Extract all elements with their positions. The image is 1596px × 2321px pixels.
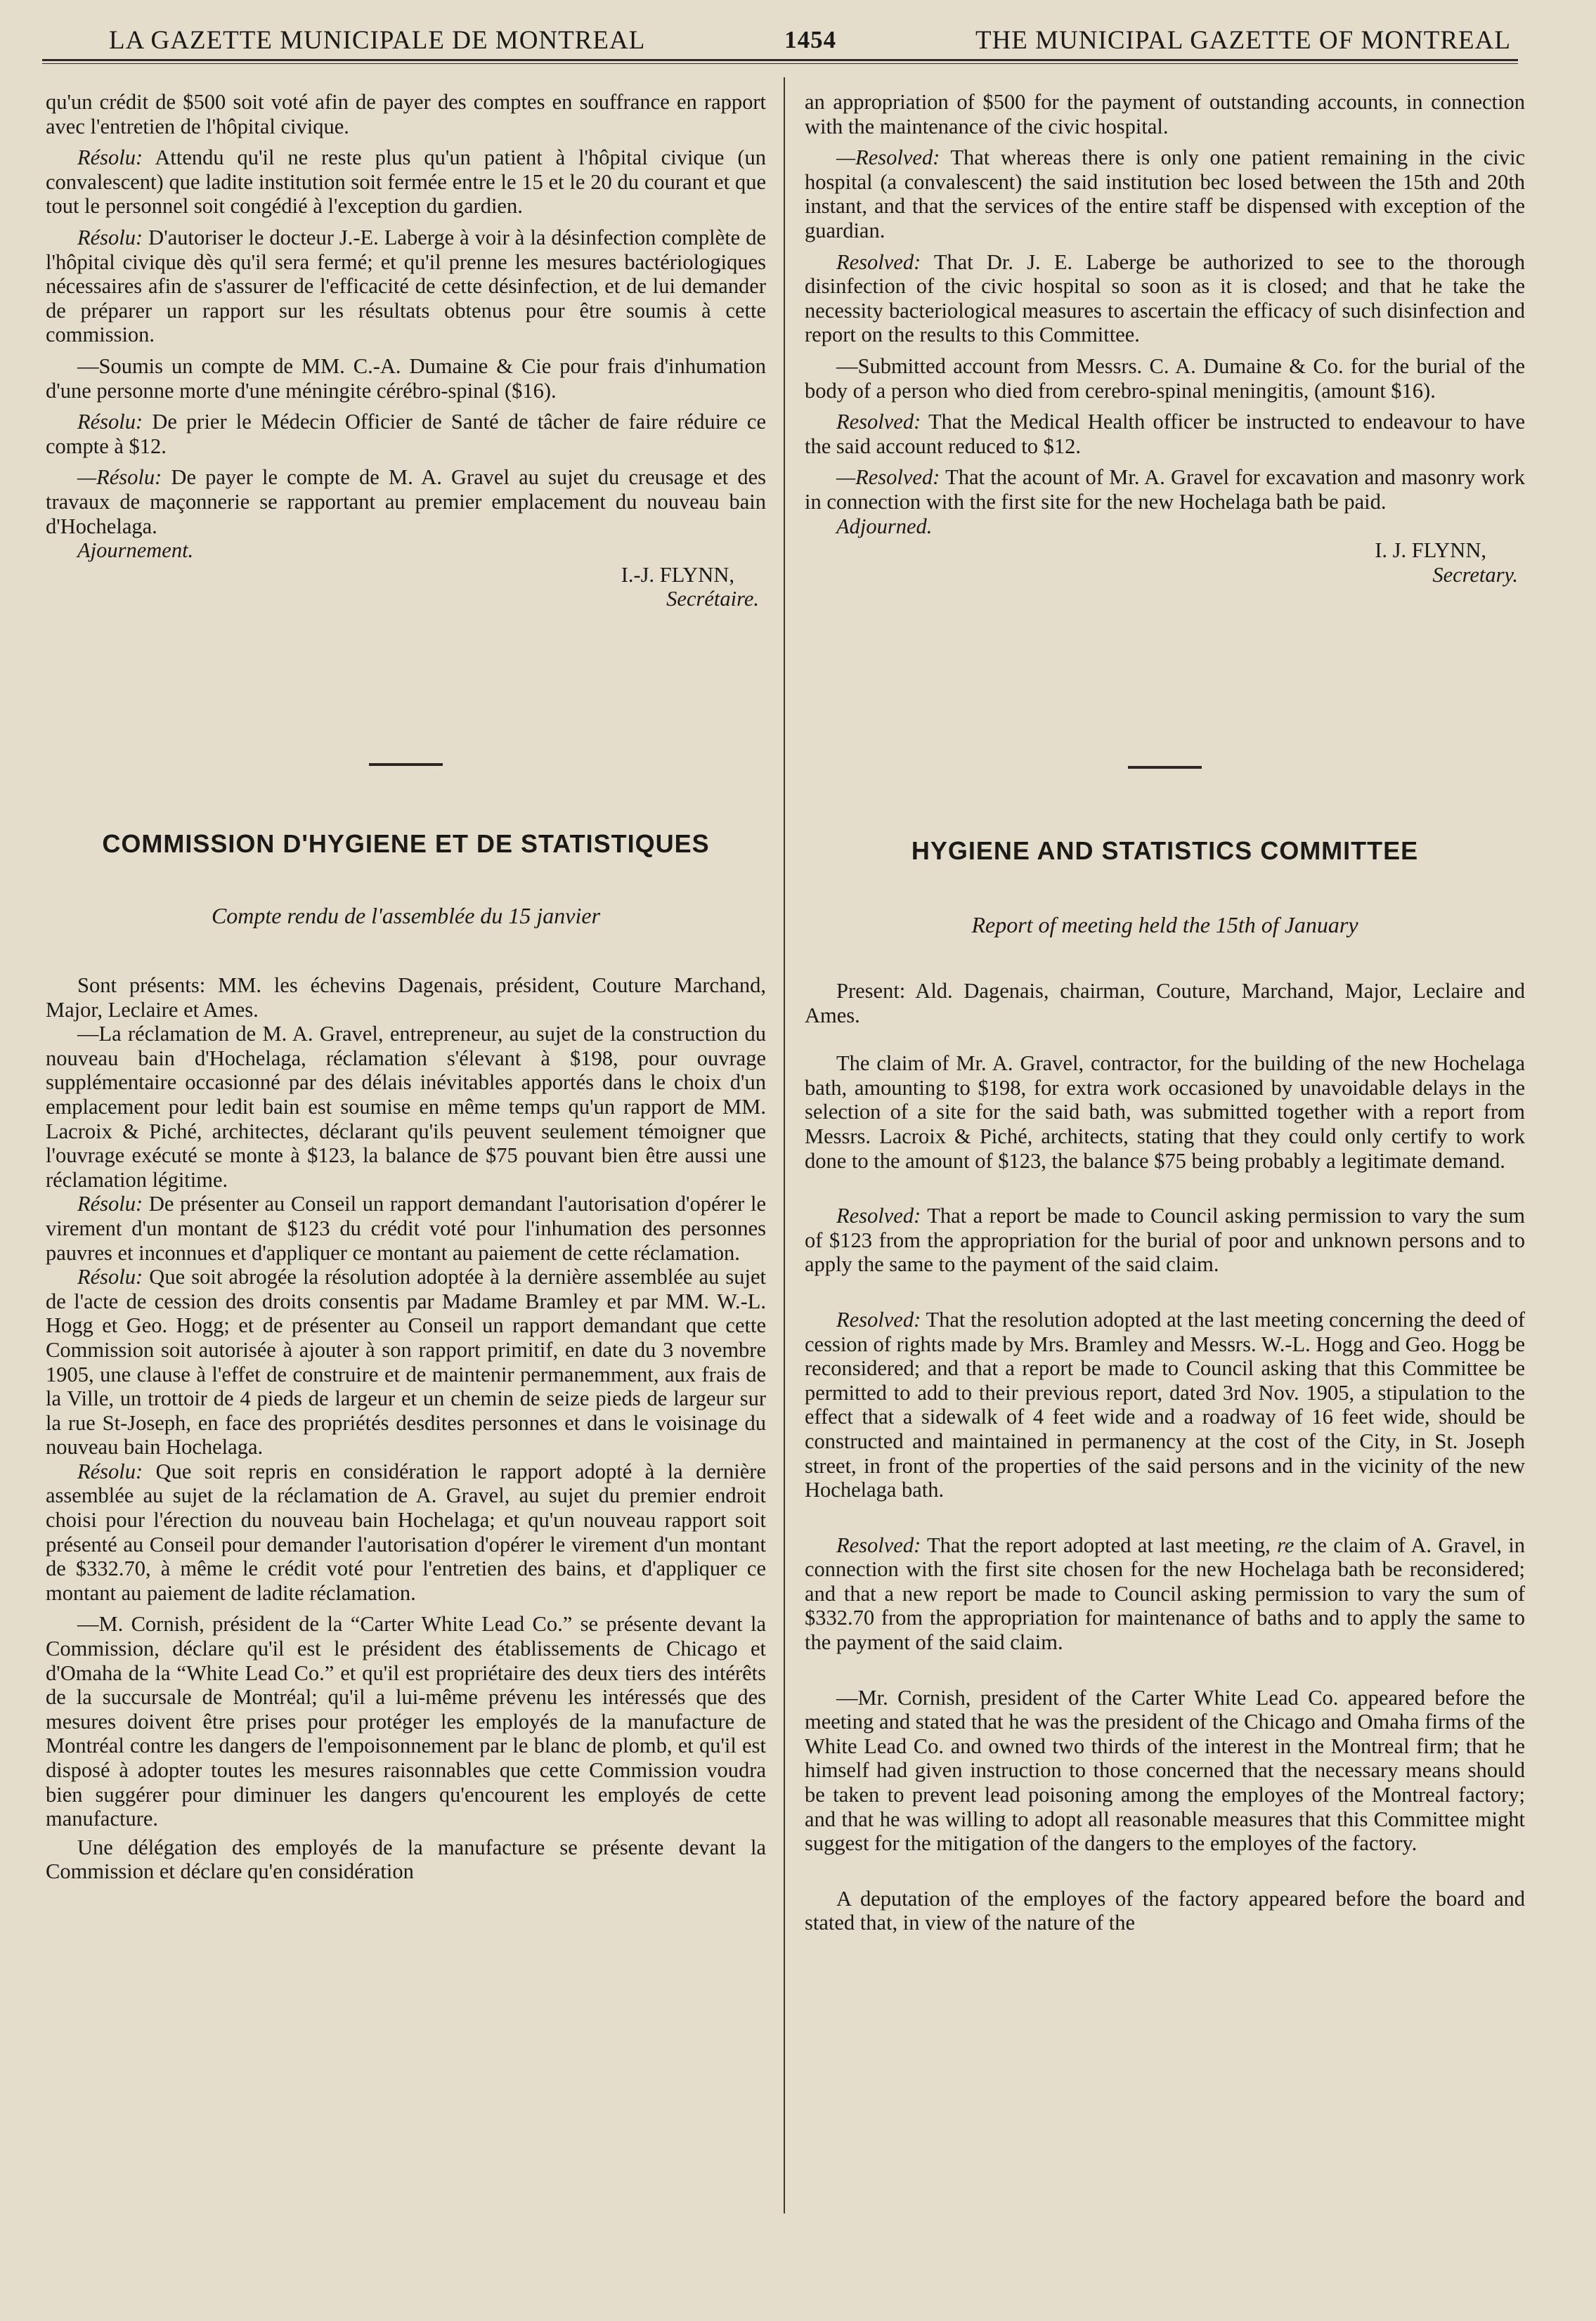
- left-sec-p2: —La réclamation de M. A. Gravel, entrepreneur, au sujet de la construction du nouveau bain d'Hochelaga, réclamation s'élevant à $198, pour ouvrage supplémentaire occasionné par des délais inévitables apportés dans le choix d'un emplacement pour ledit bain est soumise en même temps qu'un rapport de MM. Lacroix & Piché, architectes, déclarant qu'ils peuvent seulement témoigner que l'ouvrage exécuté se monte à $123, la balance de $75 pouvant bien être aussi une réclamation légitime.: [46, 1022, 766, 1192]
- right-sec-p7: A deputation of the employes of the factory appeared before the board and stated that, in view of the nature of the: [805, 1886, 1525, 1935]
- right-sec-p6: —Mr. Cornish, president of the Carter White Lead Co. appeared before the meeting and stated that he was the president of the Chicago and Omaha firms of the White Lead Co. and owned two thirds of the interest in the Montreal firm; that he himself had given instruction to those concerned that the necessary means should be taken to prevent lead poisoning among the employes of the Montreal factory; and that he was willing to adopt all reasonable measures that this Committee might suggest for the mitigation of the dangers to the employes of the factory.: [805, 1685, 1525, 1856]
- right-sec-p4: Resolved: That the resolution adopted at the last meeting concerning the deed of cession of rights made by Mrs. Bramley and Messrs. W.-L. Hogg and Geo. Hogg be reconsidered; and that a report be made to Council asking that this Committee be permitted to add to their previous report, dated 3rd Nov. 1905, a stipulation to the effect that a sidewalk of 4 feet wide and a roadway of 16 feet wide, should be constructed and maintained in permanency at the cost of the City, in St. Joseph street, in front of the properties of the said persons and in the vicinity of the new Hochelaga bath.: [805, 1307, 1525, 1502]
- left-top-p6: —Résolu: De payer le compte de M. A. Gravel au sujet du creusage et des travaux de maçonnerie se rapportant au premier emplacement du nouveau bain d'Hochelaga.: [46, 465, 766, 538]
- left-sec-p6: —M. Cornish, président de la “Carter White Lead Co.” se présente devant la Commission, déclare qu'il est le président des établissements de Chicago et d'Omaha de la “White Lead Co.” et qu'il est propriétaire des deux tiers des intérêts de la succursale de Montréal; qu'il a lui-même prévenu les intéressés que des mesures doivent être prises pour protéger les employés de la manufacture de Montréal contre les dangers de l'empoisonnement par le blanc de plomb, et qu'il est disposé à adopter toutes les mesures raisonnables que cette Commission voudra bien suggérer pour diminuer les dangers qu'encourent les employés de cette manufacture.: [46, 1612, 766, 1831]
- left-sec-p5: Résolu: Que soit repris en considération le rapport adopté à la dernière assemblée au sujet de la réclamation de A. Gravel, au sujet du premier endroit choisi pour l'érection du nouveau bain Hochelaga; et qu'un nouveau rapport soit présenté au Conseil pour demander l'autorisation d'opérer le virement d'un montant de $332.70, à même le crédit voté pour l'entretien des bains, et d'appliquer ce montant au paiement de ladite réclamation.: [46, 1459, 766, 1605]
- left-top-p2: Résolu: Attendu qu'il ne reste plus qu'un patient à l'hôpital civique (un convalescent) que ladite institution soit fermée entre le 15 et le 20 du courant et que tout le personnel soit congédié à l'exception du gardien.: [46, 145, 766, 219]
- right-signature-title: Secretary.: [1432, 562, 1518, 587]
- left-top-p5: Résolu: De prier le Médecin Officier de Santé de tâcher de faire réduire ce compte à $12.: [46, 410, 766, 458]
- left-short-rule: [369, 763, 443, 766]
- left-section-subtitle: Compte rendu de l'assemblée du 15 janvier: [211, 903, 601, 928]
- right-section-subtitle: Report of meeting held the 15th of January: [971, 912, 1358, 937]
- right-top-p2: —Resolved: That whereas there is only one patient remaining in the civic hospital (a convalescent) the said institution bec losed between the 15th and 20th instant, and that the services of the entire staff be dispensed with exception of the guardian.: [805, 145, 1525, 242]
- left-section-title: COMMISSION D'HYGIENE ET DE STATISTIQUES: [102, 829, 710, 858]
- right-top-column: [805, 90, 1525, 587]
- left-signature-name: I.-J. FLYNN,: [621, 562, 734, 587]
- right-sec-p5: Resolved: That the report adopted at last meeting, re the claim of A. Gravel, in connection with the first site chosen for the new Hochelaga bath be reconsidered; and that a new report be made to Council asking permission to vary the sum of $332.70 from the appropriation for maintenance of baths and to apply the same to the payment of the said claim.: [805, 1533, 1525, 1655]
- right-top-p6: —Resolved: That the acount of Mr. A. Gravel for excavation and masonry work in connection with the first site for the new Hochelaga bath be paid.: [805, 465, 1525, 514]
- left-sec-p1: Sont présents: MM. les échevins Dagenais, président, Couture Marchand, Major, Leclaire et Ames.: [46, 973, 766, 1022]
- page-header: [109, 18, 1511, 62]
- left-top-column: [46, 90, 766, 611]
- right-top-p4: —Submitted account from Messrs. C. A. Dumaine & Co. for the burial of the body of a person who died from cerebro-spinal meningitis, (amount $16).: [805, 353, 1525, 403]
- right-top-p1: an appropriation of $500 for the payment of outstanding accounts, in connection with the maintenance of the civic hospital.: [805, 90, 1525, 138]
- left-section-body: [46, 973, 766, 1884]
- right-adjournment: Adjourned.: [836, 514, 933, 538]
- right-signature-name: I. J. FLYNN,: [1375, 538, 1486, 563]
- column-divider: [784, 77, 785, 2213]
- header-rule-thin: [42, 63, 1518, 64]
- header-english-title: THE MUNICIPAL GAZETTE OF MONTREAL: [975, 25, 1511, 55]
- left-top-p3: Résolu: D'autoriser le docteur J.-E. Laberge à voir à la désinfection complète de l'hôpital civique dès qu'il sera fermé; et qu'il prenne les mesures bactériologiques nécessaires afin de s'assurer de l'efficacité de cette désinfection, et de lui demander de préparer un rapport sur les résultats obtenus pour être soumis à cette commission.: [46, 225, 766, 347]
- header-rule: [42, 59, 1518, 61]
- left-sec-p7: Une délégation des employés de la manufacture se présente devant la Commission et déclare qu'en considération: [46, 1835, 766, 1884]
- right-sec-p2: The claim of Mr. A. Gravel, contractor, for the building of the new Hochelaga bath, amounting to $198, for extra work occasioned by unavoidable delays in the selection of a site for the said bath, was submitted together with a report from Messrs. Lacroix & Piché, architects, stating that they could only certify to work done to the amount of $123, the balance $75 being probably a legitimate demand.: [805, 1051, 1525, 1173]
- left-adjournment: Ajournement.: [77, 538, 194, 563]
- right-section-title: HYGIENE AND STATISTICS COMMITTEE: [911, 836, 1419, 865]
- right-sec-p3: Resolved: That a report be made to Council asking permission to vary the sum of $123 from the appropriation for the burial of poor and unknown persons and to apply the same to the payment of the said claim.: [805, 1204, 1525, 1277]
- right-sec-p1: Present: Ald. Dagenais, chairman, Couture, Marchand, Major, Leclaire and Ames.: [805, 979, 1525, 1027]
- left-top-p1: qu'un crédit de $500 soit voté afin de payer des comptes en souffrance en rapport avec l'entretien de l'hôpital civique.: [46, 90, 766, 138]
- left-signature-title: Secrétaire.: [666, 587, 759, 611]
- page-number: 1454: [784, 26, 837, 53]
- left-sec-p3: Résolu: De présenter au Conseil un rapport demandant l'autorisation d'opérer le virement d'un montant de $123 du crédit voté pour l'inhumation des personnes pauvres et inconnues et d'appliquer ce montant au paiement de cette réclamation.: [46, 1192, 766, 1265]
- right-top-p5: Resolved: That the Medical Health officer be instructed to endeavour to have the said account reduced to $12.: [805, 410, 1525, 458]
- right-short-rule: [1128, 766, 1202, 769]
- right-section-body: [805, 979, 1525, 1935]
- right-top-p3: Resolved: That Dr. J. E. Laberge be authorized to see to the thorough disinfection of the civic hospital so soon as it is closed; and that he take the necessity bacteriological measures to ascertain the efficacy of such disinfection and report on the results to this Committee.: [805, 249, 1525, 347]
- header-french-title: LA GAZETTE MUNICIPALE DE MONTREAL: [109, 25, 646, 55]
- left-top-p4: —Soumis un compte de MM. C.-A. Dumaine & Cie pour frais d'inhumation d'une personne morte d'une méningite cérébro-spinal ($16).: [46, 353, 766, 403]
- left-sec-p4: Résolu: Que soit abrogée la résolution adoptée à la dernière assemblée au sujet de l'acte de cession des droits consentis par Madame Bramley et par MM. W.-L. Hogg et Geo. Hogg; et de présenter au Conseil un rapport demandant que cette Commission soit autorisée à ajouter à son rapport primitif, en date du 3 novembre 1905, une clause à l'effet de construire et de maintenir permanemment, aux frais de la Ville, un trottoir de 4 pieds de largeur et un chemin de seize pieds de largeur sur la rue St-Joseph, en face des propriétés desdites personnes et dans le voisinage du nouveau bain Hochelaga.: [46, 1265, 766, 1459]
